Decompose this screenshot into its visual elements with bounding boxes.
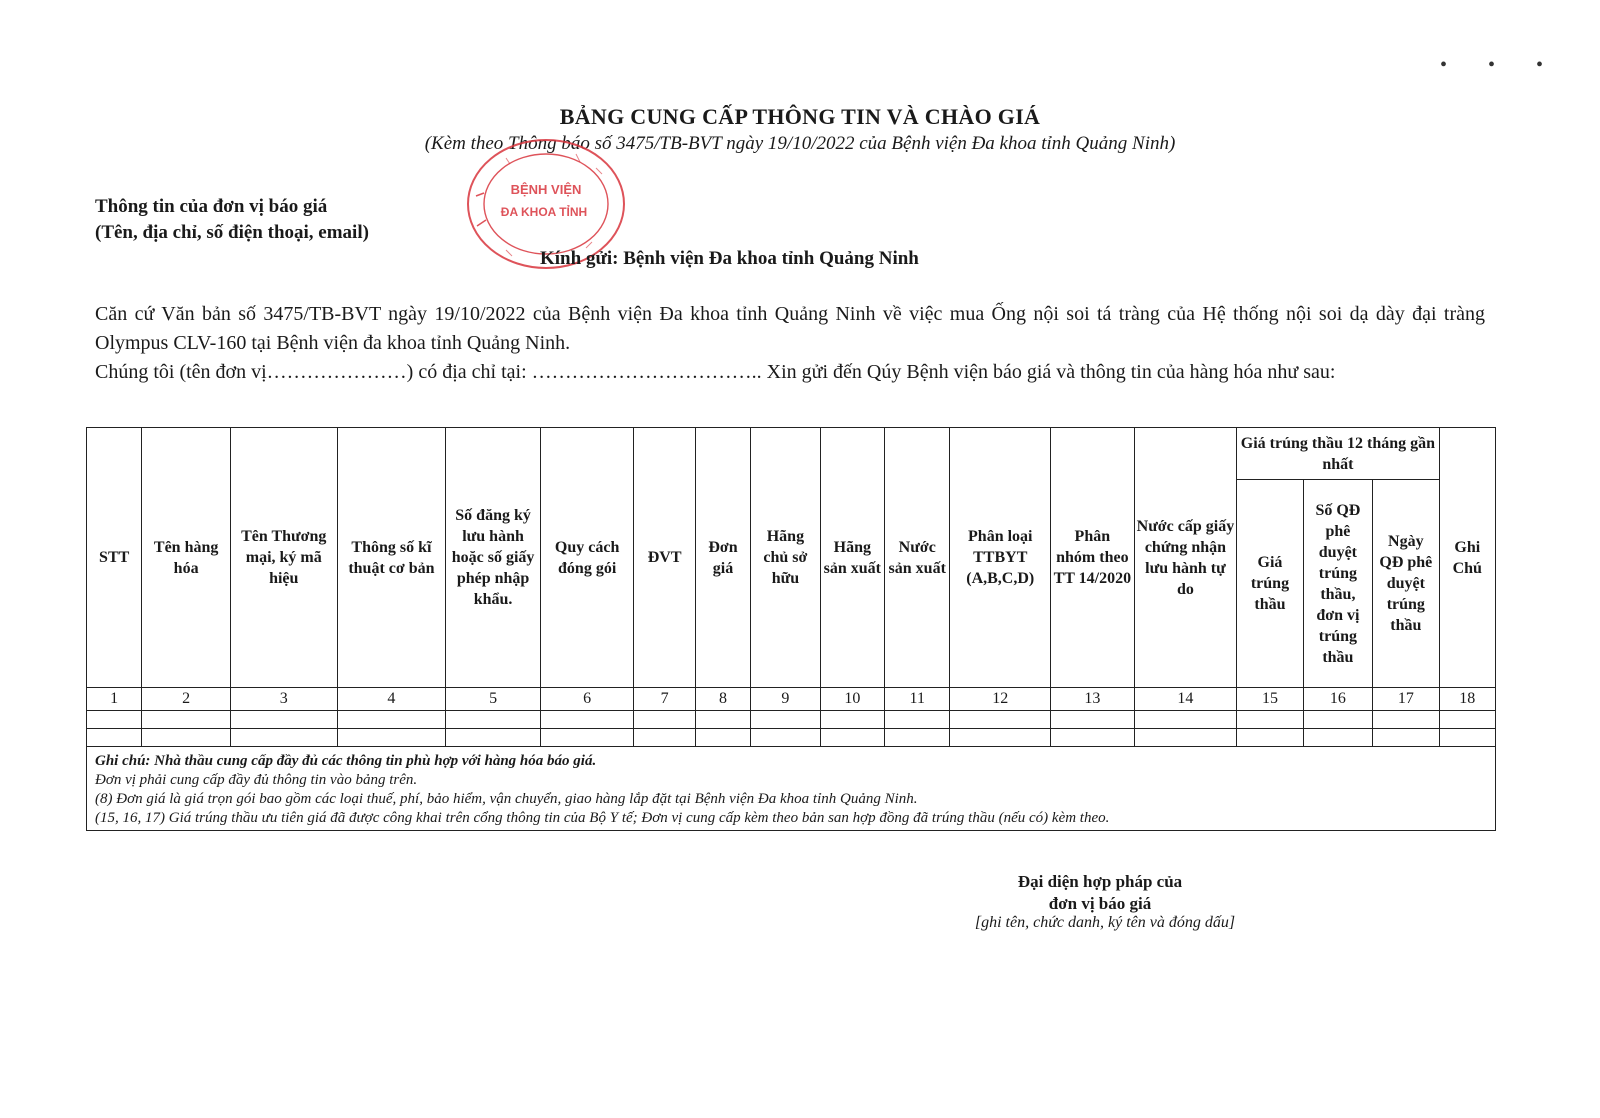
signature-line2: đơn vị báo giá [1048,894,1152,913]
document-title: BẢNG CUNG CẤP THÔNG TIN VÀ CHÀO GIÁ [559,104,1041,129]
column-number: 6 [540,688,634,711]
header-phan-nhom: Phân nhóm theo TT 14/2020 [1051,428,1135,688]
table-cell[interactable] [695,729,750,747]
header-thong-so: Thông số kĩ thuật cơ bản [337,428,446,688]
unit-info-line1: Thông tin của đơn vị báo giá [95,196,328,217]
table-cell[interactable] [1373,729,1439,747]
header-so-dang-ky: Số đăng ký lưu hành hoặc số giấy phép nhập khẩu. [446,428,541,688]
paragraph-introduction: Chúng tôi (tên đơn vị…………………) có địa chỉ tại: …………………………….. Xin gửi đến Qúy Bệnh viện báo giá và thông tin của hàng hóa như sau: [95,361,1336,383]
column-number: 9 [751,688,820,711]
header-gia-trung-thau: Giá trúng thầu [1237,480,1303,688]
unit-info-line2: (Tên, địa chỉ, số điện thoại, email) [95,222,369,243]
column-number: 2 [142,688,231,711]
note-line: (15, 16, 17) Giá trúng thầu ưu tiên giá đã được công khai trên cổng thông tin của Bộ Y tế; Đơn vị cung cấp kèm theo bản san hợp đồng đã trúng thầu (nếu có) kèm theo. [95,810,1110,826]
scan-artifact-dots: • • • [1440,54,1562,76]
header-ten-hang-hoa: Tên hàng hóa [142,428,231,688]
note-line: Ghi chú: Nhà thầu cung cấp đầy đủ các thông tin phù hợp với hàng hóa báo giá. [95,753,597,769]
empty-data-row [87,711,1496,729]
table-cell[interactable] [337,711,446,729]
table-cell[interactable] [540,729,634,747]
table-cell[interactable] [87,711,142,729]
header-gia-trung-thau-group: Giá trúng thầu 12 tháng gần nhất [1237,428,1439,480]
document-subtitle: (Kèm theo Thông báo số 3475/TB-BVT ngày 19/10/2022 của Bệnh viện Đa khoa tỉnh Quảng Ninh) [424,133,1176,154]
table-cell[interactable] [950,711,1051,729]
column-number: 7 [634,688,695,711]
table-cell[interactable] [820,711,884,729]
stamp-text-top: BỆNH VIỆN [510,182,582,197]
column-number: 17 [1373,688,1439,711]
table-cell[interactable] [1051,729,1135,747]
table-cell[interactable] [634,729,695,747]
table-cell[interactable] [230,711,337,729]
table-cell[interactable] [87,729,142,747]
column-number: 13 [1051,688,1135,711]
table-cell[interactable] [142,711,231,729]
table-cell[interactable] [695,711,750,729]
header-ten-thuong-mai: Tên Thương mại, ký mã hiệu [230,428,337,688]
table-cell[interactable] [337,729,446,747]
header-so-qd: Số QĐ phê duyệt trúng thầu, đơn vị trúng thầu [1303,480,1372,688]
column-number-row [87,688,1496,711]
column-number: 4 [337,688,446,711]
notes-row [87,747,1496,831]
table-cell[interactable] [885,729,950,747]
column-number: 3 [230,688,337,711]
column-number: 18 [1439,688,1495,711]
header-phan-loai: Phân loại TTBYT (A,B,C,D) [950,428,1051,688]
column-number: 5 [446,688,541,711]
table-cell[interactable] [1134,729,1237,747]
header-quy-cach: Quy cách đóng gói [540,428,634,688]
column-number: 1 [87,688,142,711]
note-line: Đơn vị phải cung cấp đầy đủ thông tin vào bảng trên. [95,772,418,788]
header-nuoc-san-xuat: Nước sản xuất [885,428,950,688]
header-ngay-qd: Ngày QĐ phê duyệt trúng thầu [1373,480,1439,688]
table-cell[interactable] [1051,711,1135,729]
header-hang-chu-so-huu: Hãng chủ sở hữu [751,428,820,688]
empty-data-row [87,729,1496,747]
header-hang-san-xuat: Hãng sản xuất [820,428,884,688]
table-cell[interactable] [1237,711,1303,729]
paragraph-basis: Căn cứ Văn bản số 3475/TB-BVT ngày 19/10/2022 của Bệnh viện Đa khoa tỉnh Quảng Ninh về việc mua Ống nội soi tá tràng của Hệ thống nội soi dạ dày đại tràng Olympus CLV-160 tại Bệnh viện đa khoa tỉnh Quảng Ninh. [95,303,1485,354]
table-cell[interactable] [230,729,337,747]
table-cell[interactable] [820,729,884,747]
header-dvt: ĐVT [634,428,695,688]
table-cell[interactable] [885,711,950,729]
table-cell[interactable] [1439,729,1495,747]
quotation-table [86,427,1496,831]
table-cell[interactable] [1373,711,1439,729]
column-number: 10 [820,688,884,711]
table-cell[interactable] [446,711,541,729]
table-cell[interactable] [142,729,231,747]
table-cell[interactable] [1237,729,1303,747]
table-cell[interactable] [1303,711,1372,729]
table-cell[interactable] [1134,711,1237,729]
header-nuoc-cap-giay: Nước cấp giấy chứng nhận lưu hành tự do [1134,428,1237,688]
header-stt: STT [87,428,142,688]
column-number: 16 [1303,688,1372,711]
header-don-gia: Đơn giá [695,428,750,688]
table-cell[interactable] [751,711,820,729]
table-cell[interactable] [1303,729,1372,747]
column-number: 11 [885,688,950,711]
column-number: 8 [695,688,750,711]
table-cell[interactable] [950,729,1051,747]
recipient-line: Kính gửi: Bệnh viện Đa khoa tỉnh Quảng Ninh [540,248,919,269]
table-notes [87,747,1496,831]
table-cell[interactable] [1439,711,1495,729]
note-line: (8) Đơn giá là giá trọn gói bao gồm các loại thuế, phí, bảo hiểm, vận chuyển, giao hàng lắp đặt tại Bệnh viện Đa khoa tỉnh Quảng Ninh. [95,791,918,807]
signature-block [970,871,1230,915]
table-cell[interactable] [751,729,820,747]
table-cell[interactable] [634,711,695,729]
column-number: 12 [950,688,1051,711]
column-number: 14 [1134,688,1237,711]
stamp-text-bottom: ĐA KHOA TỈNH [500,205,588,219]
signature-line1: Đại diện hợp pháp của [1017,872,1183,891]
table-cell[interactable] [446,729,541,747]
signature-instruction: [ghi tên, chức danh, ký tên và đóng dấu] [974,914,1236,931]
quoting-unit-info [95,194,369,246]
table-cell[interactable] [540,711,634,729]
column-number: 15 [1237,688,1303,711]
header-ghi-chu: Ghi Chú [1439,428,1495,688]
